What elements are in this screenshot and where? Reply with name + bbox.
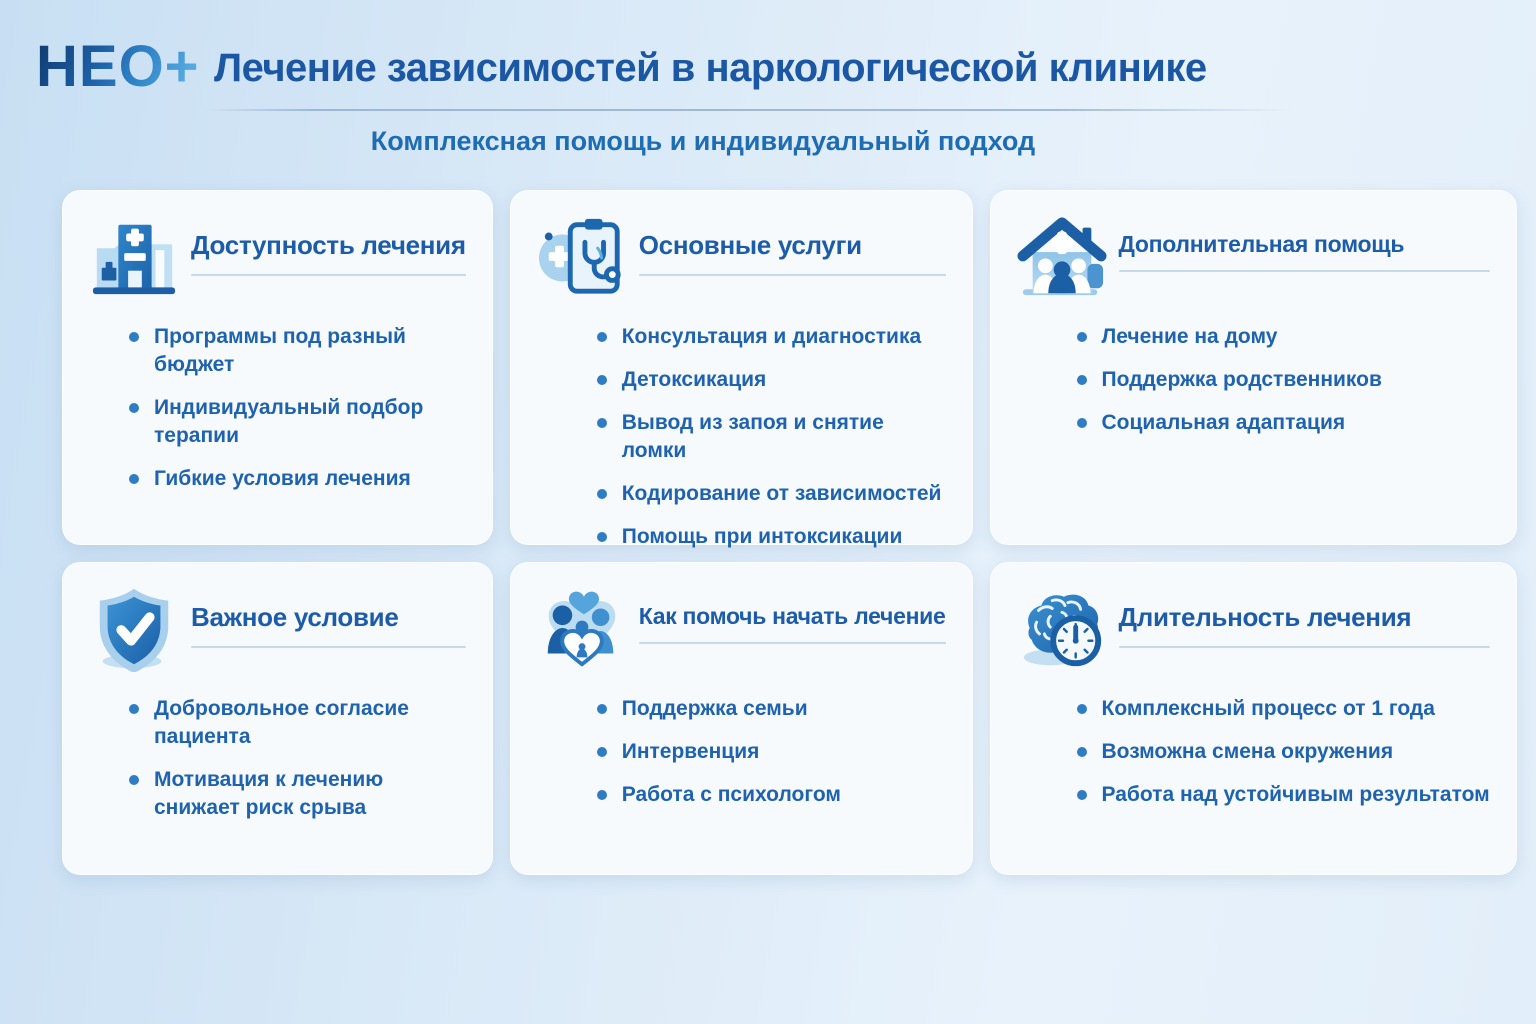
header-divider (205, 109, 1295, 111)
page-subtitle: Комплексная помощь и индивидуальный подход (370, 126, 1036, 156)
list-item (1077, 781, 1490, 809)
bullet-dot (597, 704, 607, 714)
list-item (597, 480, 946, 508)
list-item (1077, 738, 1490, 766)
card-title: Длительность лечения (1118, 602, 1412, 632)
card-title-wrap (639, 213, 946, 276)
list-item (1077, 323, 1490, 351)
bullet-dot (1077, 375, 1087, 385)
list-item-text: Мотивация к лечению снижает риск срыва (154, 768, 384, 819)
title-underline (1119, 646, 1490, 648)
list-item-text: Программы под разный бюджет (154, 325, 406, 376)
bullet-dot (129, 332, 139, 342)
list-item (597, 523, 946, 551)
list-item-text: Кодирование от зависимостей (621, 482, 942, 505)
list-item-text: Консультация и диагностика (621, 325, 922, 348)
card-list (537, 323, 946, 551)
card-title: Дополнительная помощь (1118, 231, 1405, 257)
bullet-dot (1077, 418, 1087, 428)
list-item (129, 394, 466, 450)
bullet-dot (129, 403, 139, 413)
card-list (89, 695, 466, 822)
title-underline (191, 646, 466, 648)
card-title: Основные услуги (638, 230, 862, 260)
list-item-text: Индивидуальный подбор терапии (154, 396, 424, 447)
list-item-text: Интервенция (621, 740, 760, 763)
list-item (1077, 366, 1490, 394)
list-item (597, 738, 946, 766)
title-underline (191, 274, 466, 276)
bullet-dot (597, 332, 607, 342)
card-title-wrap (1119, 213, 1490, 272)
card-header (1017, 585, 1490, 673)
list-item (597, 366, 946, 394)
list-item (597, 323, 946, 351)
list-item-text: Поддержка семьи (621, 697, 808, 720)
list-item-text: Возможна смена окружения (1101, 740, 1394, 763)
card-title: Важное условие (191, 602, 399, 632)
bullet-dot (1077, 790, 1087, 800)
shield-check-icon (89, 585, 179, 673)
card-title: Как помочь начать лечение (638, 603, 946, 629)
card-treatment-availability (62, 190, 493, 545)
bullet-dot (129, 704, 139, 714)
home-family-icon (1017, 213, 1107, 301)
list-item-text: Поддержка родственников (1101, 368, 1382, 391)
list-item-text: Помощь при интоксикации (621, 525, 903, 548)
page-title: Лечение зависимостей в наркологической клинике (214, 46, 1207, 90)
list-item-text: Вывод из запоя и снятие ломки (621, 411, 884, 462)
card-header (537, 213, 946, 301)
brand-logo: НЕО+ (36, 34, 200, 99)
title-underline (1119, 270, 1490, 272)
list-item (129, 465, 466, 493)
list-item (597, 695, 946, 723)
card-title-wrap (191, 585, 466, 648)
bullet-dot (597, 418, 607, 428)
title-underline (639, 642, 946, 644)
card-title-wrap (191, 213, 466, 276)
list-item-text: Детоксикация (621, 368, 767, 391)
bullet-dot (597, 747, 607, 757)
bullet-dot (1077, 747, 1087, 757)
family-heart-icon (537, 585, 627, 673)
list-item-text: Добровольное согласие пациента (154, 697, 409, 748)
card-title: Доступность лечения (191, 230, 466, 260)
card-list (89, 323, 466, 493)
list-item (597, 409, 946, 465)
card-treatment-duration (990, 562, 1517, 875)
cards-grid (62, 190, 1490, 875)
list-item-text: Гибкие условия лечения (154, 467, 411, 490)
card-how-to-start (510, 562, 973, 875)
card-important-condition (62, 562, 493, 875)
list-item (597, 781, 946, 809)
card-header (89, 213, 466, 301)
list-item (1077, 695, 1490, 723)
bullet-dot (597, 532, 607, 542)
hospital-icon (89, 213, 179, 301)
list-item (129, 766, 466, 822)
card-list (1017, 695, 1490, 809)
card-title-wrap (639, 585, 946, 644)
list-item-text: Работа над устойчивым результатом (1101, 783, 1490, 806)
list-item-text: Комплексный процесс от 1 года (1101, 697, 1435, 720)
list-item (129, 695, 466, 751)
card-list (537, 695, 946, 809)
card-additional-help (990, 190, 1517, 545)
card-header (1017, 213, 1490, 301)
bullet-dot (1077, 704, 1087, 714)
list-item (1077, 409, 1490, 437)
bullet-dot (597, 489, 607, 499)
card-header (89, 585, 466, 673)
list-item-text: Лечение на дому (1101, 325, 1278, 348)
list-item-text: Социальная адаптация (1101, 411, 1346, 434)
bullet-dot (597, 375, 607, 385)
clipboard-stethoscope-icon (537, 213, 627, 301)
bullet-dot (1077, 332, 1087, 342)
card-main-services (510, 190, 973, 548)
card-header (537, 585, 946, 673)
brain-clock-icon (1017, 585, 1107, 673)
title-underline (639, 274, 946, 276)
card-title-wrap (1119, 585, 1490, 648)
list-item-text: Работа с психологом (621, 783, 841, 806)
bullet-dot (129, 775, 139, 785)
card-list (1017, 323, 1490, 437)
list-item (129, 323, 466, 379)
bullet-dot (597, 790, 607, 800)
bullet-dot (129, 474, 139, 484)
